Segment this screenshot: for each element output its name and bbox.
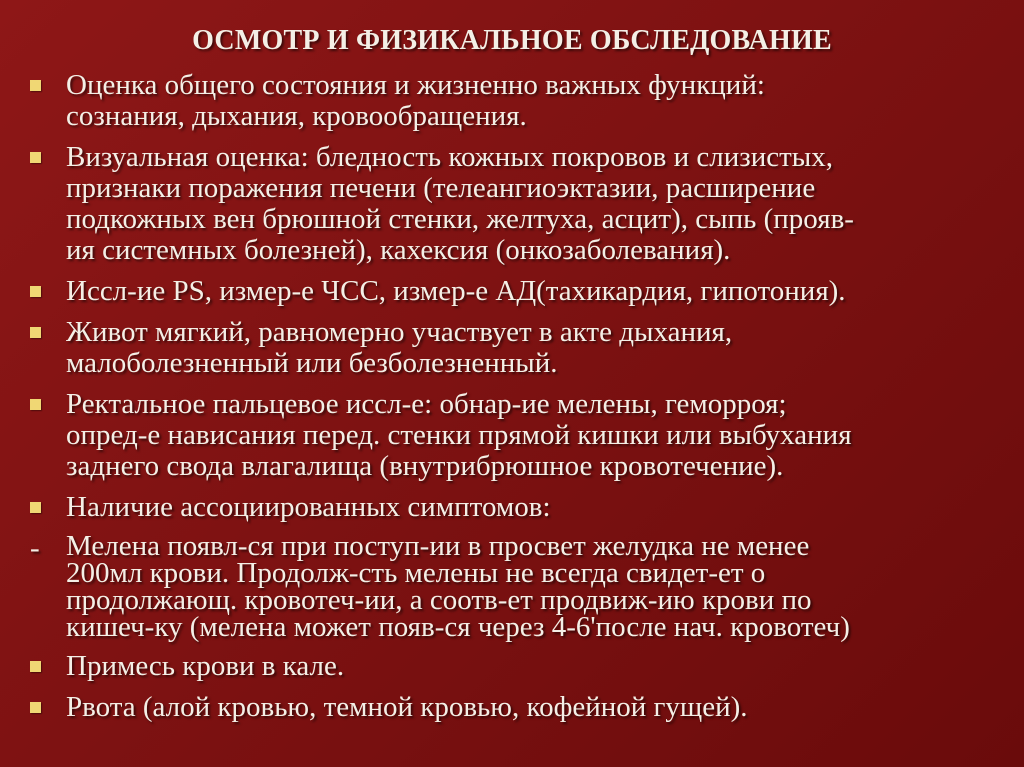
list-item [30, 142, 1005, 266]
slide-title: ОСМОТР И ФИЗИКАЛЬНОЕ ОБСЛЕДОВАНИЕ [192, 25, 832, 56]
item-text-line: Живот мягкий, равномерно участвует в акте дыхания, [66, 316, 733, 348]
square-bullet-icon [30, 502, 41, 513]
item-text-line: продолжающ. кровотеч-ии, а соотв-ет продвиж-ию крови по [66, 584, 812, 616]
square-bullet-icon [30, 399, 41, 410]
square-bullet-icon [30, 702, 41, 713]
item-text-line: опред-е нависания перед. стенки прямой кишки или выбухания [66, 419, 852, 451]
item-text-line: Визуальная оценка: бледность кожных покровов и слизистых, [66, 141, 833, 173]
dash-marker: - [30, 532, 40, 564]
item-text-line: Наличие ассоциированных симптомов: [66, 491, 551, 523]
square-bullet-icon [30, 661, 41, 672]
item-text-line: малоболезненный или безболезненный. [66, 347, 558, 379]
square-bullet-icon [30, 327, 41, 338]
item-text-line: Иссл-ие PS, измер-е ЧСС, измер-е АД(тахикардия, гипотония). [66, 275, 846, 307]
list-item-dash [30, 530, 1005, 643]
square-bullet-icon [30, 152, 41, 163]
item-text-line: подкожных вен брюшной стенки, желтуха, асцит), сыпь (прояв- [66, 203, 854, 235]
item-text-line: ия системных болезней), кахексия (онкозаболевания). [66, 234, 731, 266]
item-text-line: Оценка общего состояния и жизненно важных функций: [66, 69, 765, 101]
item-text-line: Рвота (алой кровью, темной кровью, кофейной гущей). [66, 691, 748, 723]
list-item [30, 70, 1005, 132]
item-text-line: Примесь крови в кале. [66, 650, 345, 682]
list-item [30, 276, 1005, 307]
item-text-line: Мелена появл-ся при поступ-ии в просвет желудка не менее [66, 530, 810, 562]
item-text-line: сознания, дыхания, кровообращения. [66, 100, 527, 132]
square-bullet-icon [30, 80, 41, 91]
list-item [30, 651, 1005, 682]
item-text-line: признаки поражения печени (телеангиоэктазии, расширение [66, 172, 816, 204]
bullet-list [30, 70, 1005, 733]
item-text-line: кишеч-ку (мелена может появ-ся через 4-6'после нач. кровотеч) [66, 611, 850, 643]
item-text-line: 200мл крови. Продолж-сть мелены не всегда свидет-ет о [66, 557, 766, 589]
item-text-line: заднего свода влагалища (внутрибрюшное кровотечение). [66, 450, 784, 482]
item-text-line: Ректальное пальцевое иссл-е: обнар-ие мелены, геморроя; [66, 388, 787, 420]
list-item [30, 317, 1005, 379]
list-item [30, 389, 1005, 482]
list-item [30, 692, 1005, 723]
list-item [30, 492, 1005, 523]
square-bullet-icon [30, 286, 41, 297]
